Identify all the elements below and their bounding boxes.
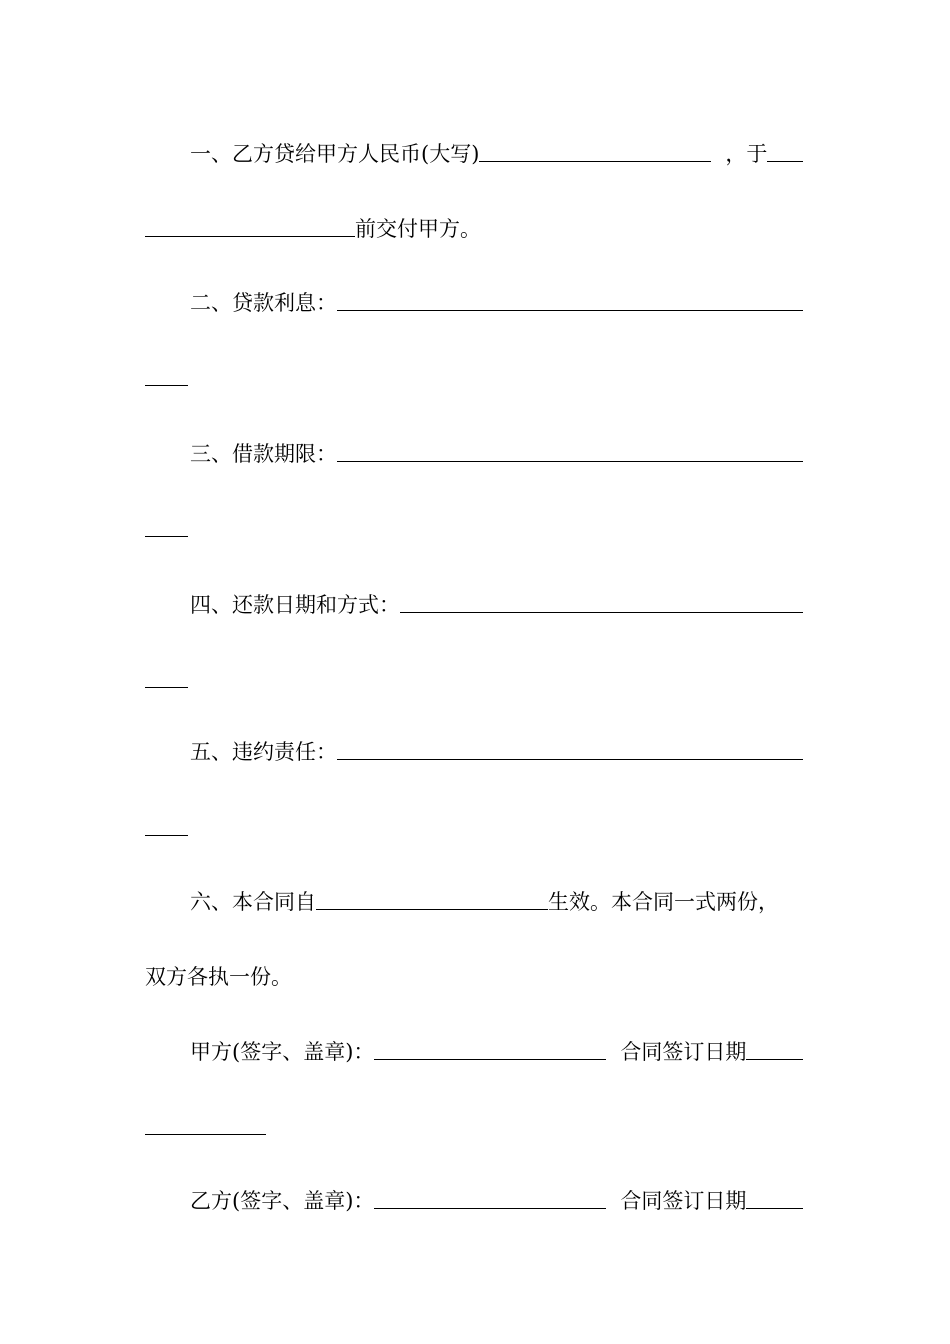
breach-liability-blank[interactable] [337, 731, 803, 760]
party-a-date-line-2 [145, 1101, 803, 1141]
clause-4-line-2 [145, 654, 803, 694]
delivery-date-blank-start[interactable] [767, 133, 803, 162]
clause-5-text: 五、违约责任： [190, 740, 337, 764]
clause-5-line-2 [145, 802, 803, 842]
party-a-signature-blank[interactable] [374, 1031, 606, 1060]
clause-2-text: 二、贷款利息： [190, 291, 337, 315]
clause-3-line-2 [145, 503, 803, 543]
clause-5-line-1 [145, 726, 803, 766]
clause-1-at-text: ，于 [725, 142, 768, 166]
clause-2-line-2 [145, 352, 803, 392]
loan-term-blank-end[interactable] [145, 508, 188, 537]
clause-4-line-1 [145, 579, 803, 619]
party-a-sign-date-blank[interactable] [746, 1031, 803, 1060]
clause-1-line-1 [145, 128, 803, 168]
clause-3-text: 三、借款期限： [190, 442, 337, 466]
clause-1-text: 一、乙方贷给甲方人民币(大写) [190, 142, 480, 166]
interest-blank[interactable] [337, 282, 803, 311]
clause-3-line-1 [145, 428, 803, 468]
party-a-label: 甲方(签字、盖章)： [190, 1040, 375, 1064]
party-b-label: 乙方(签字、盖章)： [190, 1189, 375, 1213]
clause-4-text: 四、还款日期和方式： [190, 593, 400, 617]
clause-6-copies-text: 双方各执一份。 [145, 965, 292, 989]
party-b-signature-line [145, 1175, 803, 1215]
clause-1-line-2 [145, 203, 803, 243]
breach-liability-blank-end[interactable] [145, 807, 188, 836]
party-b-sign-date-blank[interactable] [746, 1180, 803, 1209]
loan-amount-blank[interactable] [479, 133, 711, 162]
clause-6-line-1 [145, 876, 803, 916]
loan-term-blank[interactable] [337, 433, 803, 462]
interest-blank-end[interactable] [145, 357, 188, 386]
clause-1-deliver-text: 前交付甲方。 [355, 217, 481, 241]
clause-6-effect-text: 生效。本合同一式两份， [548, 890, 779, 914]
clause-6-line-2 [145, 951, 803, 991]
party-b-signature-blank[interactable] [374, 1180, 606, 1209]
party-b-sign-date-label: 合同签订日期 [620, 1189, 747, 1213]
effective-date-blank[interactable] [316, 881, 548, 910]
clause-6-text: 六、本合同自 [190, 890, 316, 914]
clause-2-line-1 [145, 277, 803, 317]
repayment-blank-end[interactable] [145, 659, 188, 688]
party-a-sign-date-label: 合同签订日期 [620, 1040, 747, 1064]
repayment-blank[interactable] [400, 584, 803, 613]
delivery-date-blank[interactable] [145, 208, 355, 237]
party-a-signature-line [145, 1026, 803, 1066]
party-a-sign-date-blank-end[interactable] [145, 1106, 266, 1135]
